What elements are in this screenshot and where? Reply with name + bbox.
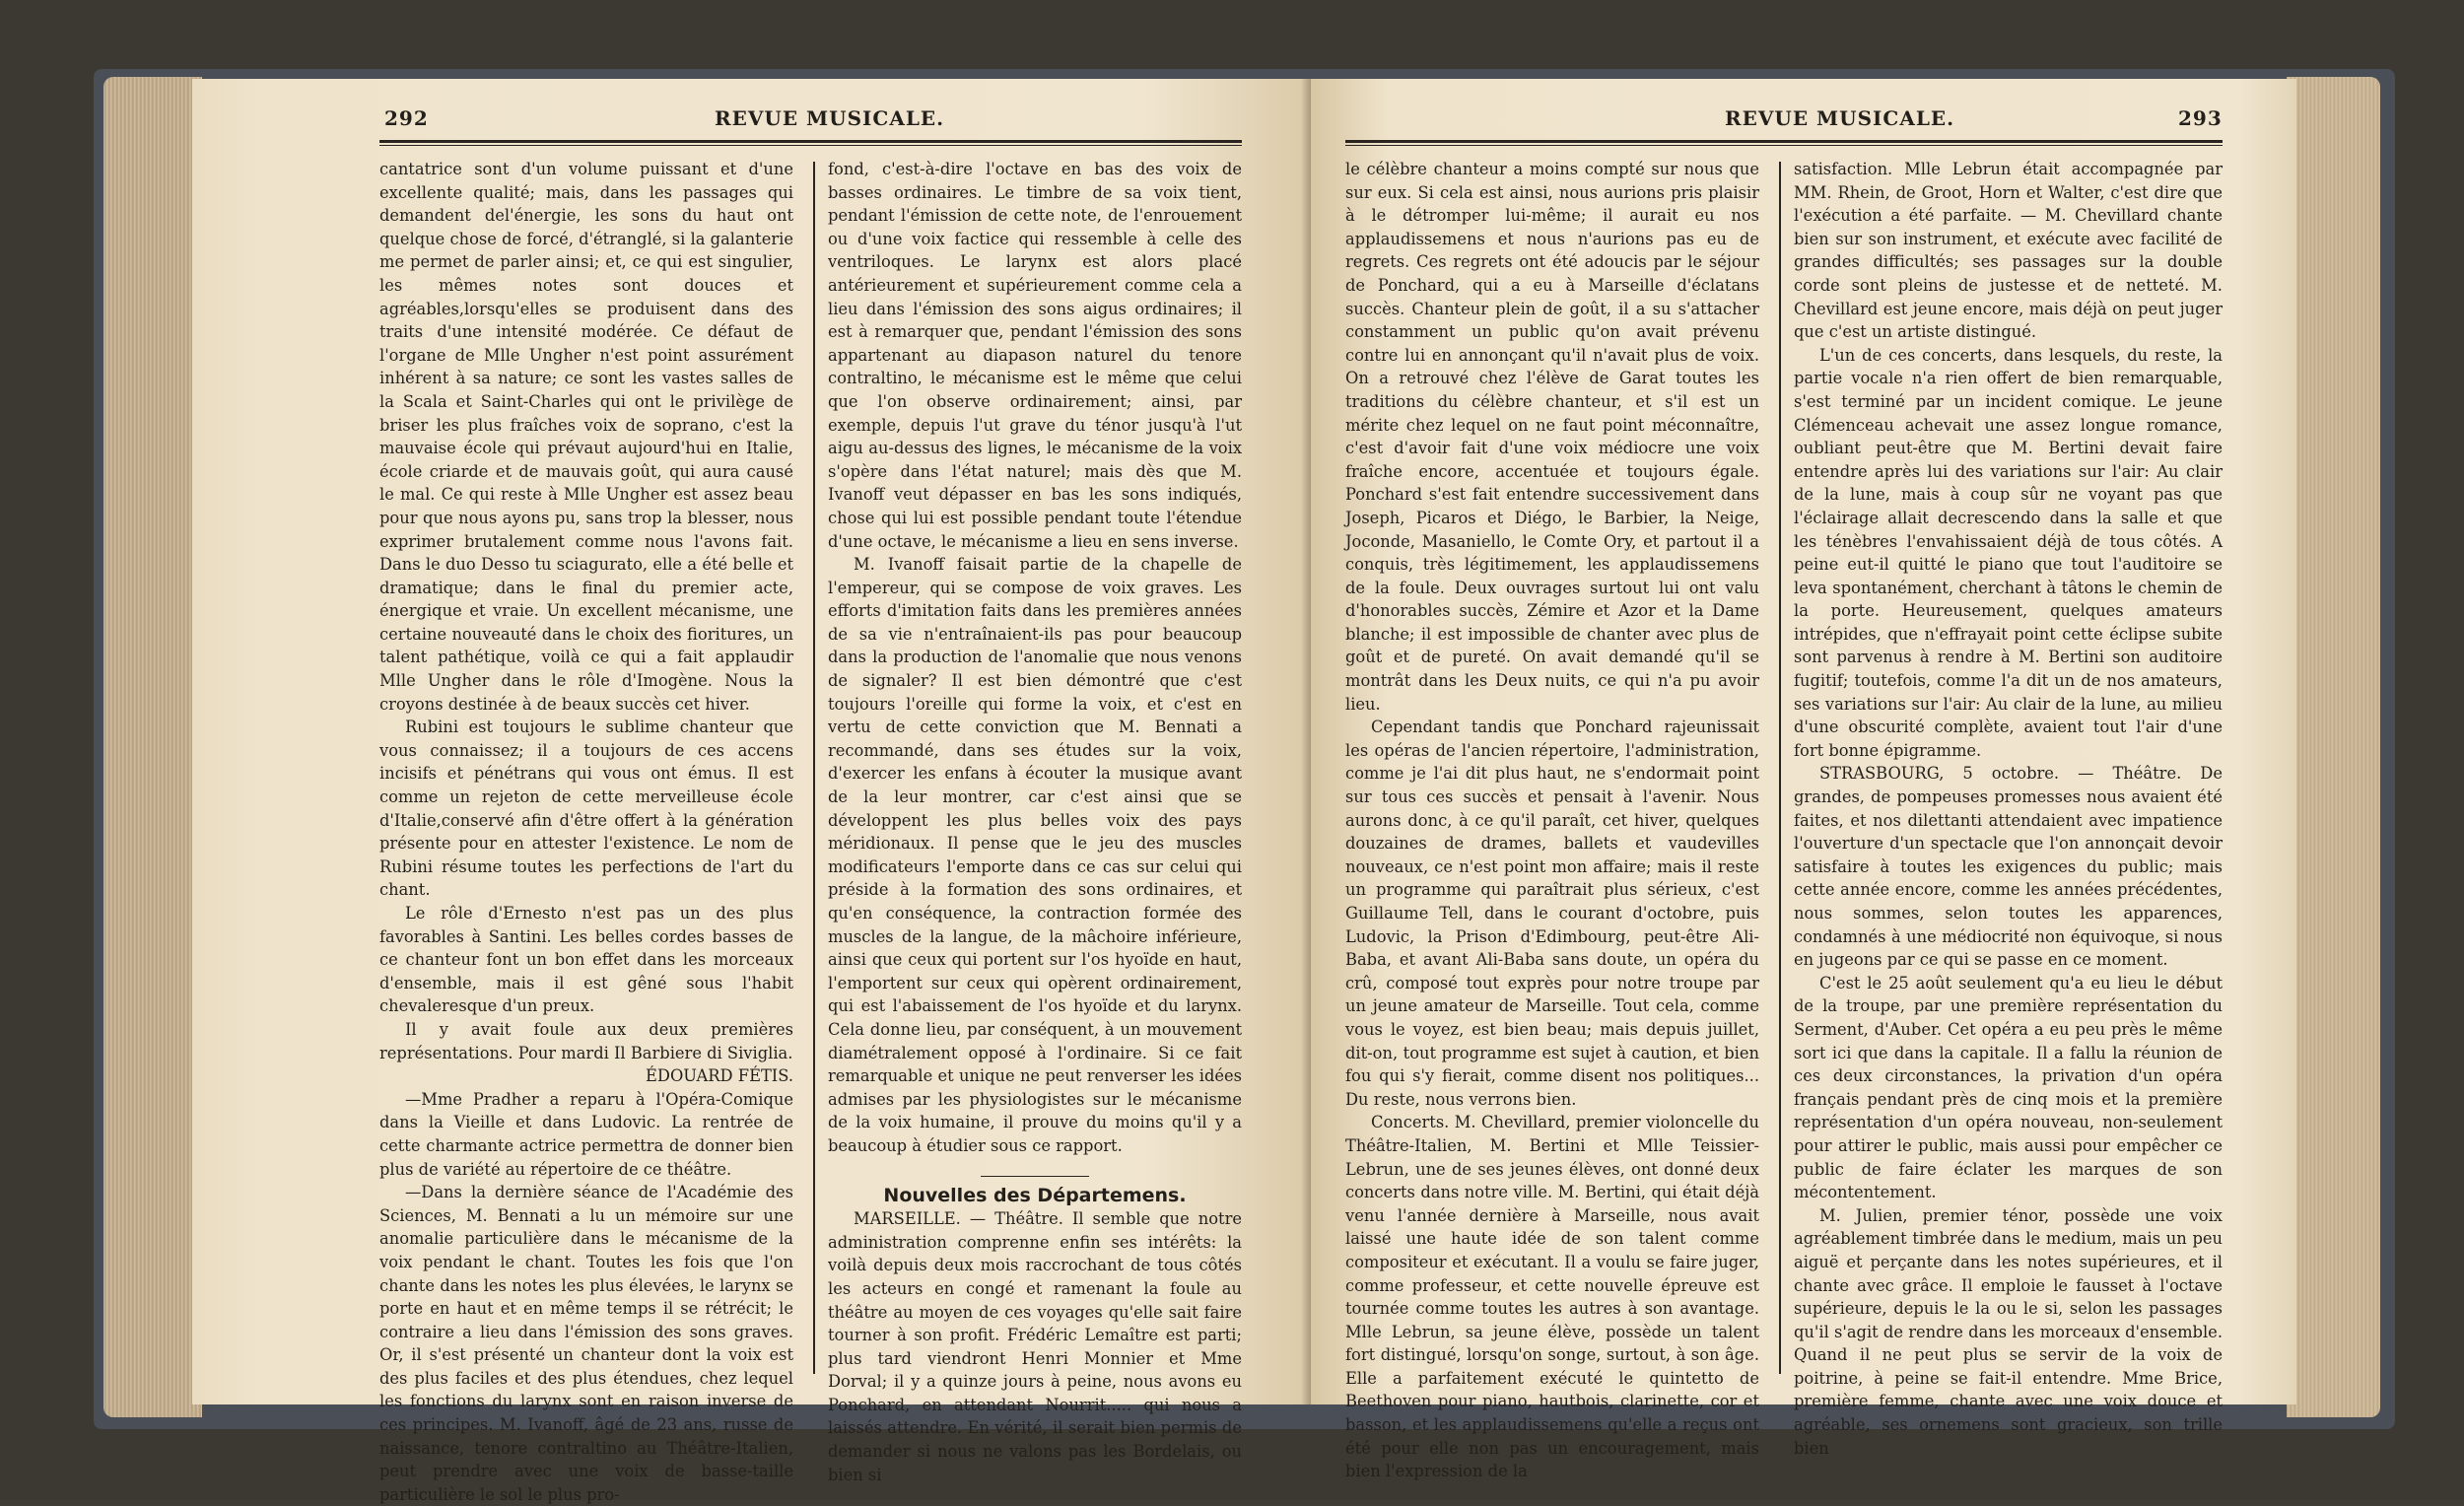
left-page (192, 79, 1311, 1504)
running-header: REVUE MUSICALE. (1725, 106, 1955, 130)
open-book (94, 69, 2395, 1504)
section-title: Nouvelles des Départemens. (883, 1184, 1187, 1206)
paragraph: MARSEILLE. — Théâtre. Il semble que notre administration comprenne enfin ses intérêts: la voilà depuis deux mois raccrochant de tous côtés les acteurs en congé et ramenant la foule au théâtre au moyen de ces voyages qu'elle sait faire tourner à son profit. Frédéric Lemaître est parti; plus tard viendront Henri Monnier et Mme Dorval; il y a quinze jours à peine, nous avons eu Ponchard, en attendant Nourrit..... qui nous a laissés attendre. En vérité, il serait bien permis de demander si nous ne valons pas les Bordelais, ou bien si (828, 1209, 1242, 1484)
page-edges-right (2287, 77, 2380, 1417)
paragraph: C'est le 25 août seulement qu'a eu lieu le début de la troupe, par une première représentation du Serment, d'Auber. Cet opéra a eu peu près le même sort ici que dans la capitale. Il a fallu la réunion de ces deux circonstances, la privation d'un opéra français pendant près de cinq mois et la première représentation d'un opéra nouveau, non-seulement pour attirer le public, mais aussi pour empêcher ce public de faire éclater les marques de son mécontentement. (1794, 973, 2223, 1202)
right-column-2 (1794, 158, 2223, 1460)
paragraph: fond, c'est-à-dire l'octave en bas des voix de basses ordinaires. Le timbre de sa voix tient, pendant l'émission de cette note, de l'enrouement ou d'une voix factice qui ressemble à celle des ventriloques. Le larynx est alors placé antérieurement et supérieurement comme cela a lieu dans l'émission des sons aigus ordinaires; il est à remarquer que, pendant l'émission des sons appartenant au diapason naturel du tenore contraltino, le mécanisme est le même que celui que l'on observe ordinairement; ainsi, par exemple, depuis l'ut grave du ténor jusqu'à l'ut aigu au-dessus des lignes, le mécanisme de la voix s'opère dans l'état naturel; mais dès que M. Ivanoff veut dépasser en bas les sons indiqués, chose qui lui est possible pendant toute l'étendue d'une octave, le mécanisme a lieu en sens inverse. (828, 160, 1242, 551)
column-divider (1779, 162, 1781, 1374)
left-column-2 (828, 158, 1242, 1486)
paragraph: —Mme Pradher a reparu à l'Opéra-Comique dans la Vieille et dans Ludovic. La rentrée de cette charmante actrice permettra de donner bien plus de variété au répertoire de ce théâtre. (379, 1089, 793, 1179)
column-divider (813, 162, 815, 1374)
page-edges-left (103, 77, 202, 1417)
paragraph: Rubini est toujours le sublime chanteur que vous connaissez; il a toujours de ces accens incisifs et pénétrans qui vous ont émus. Il est comme un rejeton de cette merveilleuse école d'Italie,conservé afin d'être offert à la génération présente pour en attester l'existence. Le nom de Rubini résume toutes les perfections de l'art du chant. (379, 718, 793, 900)
section-separator (981, 1176, 1089, 1177)
paragraph: cantatrice sont d'un volume puissant et d'une excellente qualité; mais, dans les passages qui demandent del'énergie, les sons du haut ont quelque chose de forcé, d'étranglé, si la galanterie me permet de parler ainsi; et, ce qui est singulier, les mêmes notes sont douces et agréables,lorsqu'elles se produisent dans des traits d'une intensité modérée. Ce défaut de l'organe de Mlle Ungher n'est point assurément inhérent à sa nature; ce sont les vastes salles de la Scala et Saint-Charles qui ont le privilège de briser les plus fraîches voix de soprano, c'est la mauvaise école qui prévaut aujourd'hui en Italie, école criarde et de mauvais goût, qui aura causé le mal. Ce qui reste à Mlle Ungher est assez beau pour que nous ayons pu, sans trop la blesser, nous exprimer brutalement comme nous l'avons fait. Dans le duo Desso tu sciagurato, elle a été belle et dramatique; dans le final du premier acte, énergique et vraie. Un excellent mécanisme, une certaine nouveauté dans le choix des fioritures, un talent pathétique, voilà ce qui a fait applaudir Mlle Ungher dans le rôle d'Imogène. Nous la croyons destinée à de beaux succès cet hiver. (379, 160, 793, 714)
running-header: REVUE MUSICALE. (715, 106, 945, 130)
paragraph: le célèbre chanteur a moins compté sur nous que sur eux. Si cela est ainsi, nous aurions pris plaisir à le détromper lui-même; il aurait eu nos applaudissemens et nous n'aurions pas eu de regrets. Ces regrets ont été adoucis par le séjour de Ponchard, qui a eu à Marseille d'éclatans succès. Chanteur plein de goût, il a su s'attacher constamment un public qu'on avait prévenu contre lui en annonçant qu'il n'avait plus de voix. On a retrouvé chez l'élève de Garat toutes les traditions du célèbre chanteur, et s'il est un mérite chez lequel on ne faut point méconnaître, c'est d'avoir fait d'une voix médiocre une voix fraîche encore, accentuée et toujours égale. Ponchard s'est fait entendre successivement dans Joseph, Picaros et Diégo, le Barbier, la Neige, Joconde, Masaniello, le Comte Ory, et partout il a conquis, très légitimement, les applaudissemens de la foule. Deux ouvrages surtout lui ont valu d'honorables succès, Zémire et Azor et la Dame blanche; il est impossible de chanter avec plus de goût et de pureté. On avait demandé qu'il se montrât dans les Deux nuits, ce qui n'a pu avoir lieu. (1345, 160, 1759, 714)
paragraph: —Dans la dernière séance de l'Académie des Sciences, M. Bennati a lu un mémoire sur une anomalie particulière dans le mécanisme de la voix pendant le chant. Toutes les fois que l'on chante dans les notes les plus élevées, le larynx se porte en haut et en même temps il se rétrécit; le contraire a lieu dans l'émission des sons graves. Or, il s'est présenté un chanteur dont la voix est des plus faciles et des plus étendues, chez lequel les fonctions du larynx sont en raison inverse de ces principes. M. Ivanoff, âgé de 23 ans, russe de naissance, tenore contraltino au Théâtre-Italien, peut prendre avec une voix de basse-taille particulière le sol le plus pro- (379, 1183, 793, 1504)
paragraph: STRASBOURG, 5 octobre. — Théâtre. De grandes, de pompeuses promesses nous avaient été faites, et nos dilettanti attendaient avec impatience l'ouverture d'un spectacle que l'on annonçait devoir satisfaire à toutes les exigences du public; mais cette année encore, comme les années précédentes, nous sommes, selon toutes les apparences, condamnés à une médiocrité non équivoque, si nous en jugeons par ce qui se passe en ce moment. (1794, 764, 2223, 970)
header-rule (1345, 140, 2223, 146)
signature: ÉDOUARD FÉTIS. (646, 1066, 793, 1086)
paragraph: satisfaction. Mlle Lebrun était accompagnée par MM. Rhein, de Groot, Horn et Walter, c'est dire que l'exécution a été parfaite. — M. Chevillard chante bien sur son instrument, et exécute avec facilité de grandes difficultés; ses passages sur la double corde sont pleins de justesse et de netteté. M. Chevillard est jeune encore, mais déjà on peut juger que c'est un artiste distingué. (1794, 160, 2223, 342)
paragraph: Cependant tandis que Ponchard rajeunissait les opéras de l'ancien répertoire, l'administration, comme je l'ai dit plus haut, ne s'endormait point sur tous ces succès et pensait à l'avenir. Nous aurons donc, à ce qu'il paraît, cet hiver, quelques douzaines de drames, ballets et vaudevilles nouveaux, ce n'est point mon affaire; mais il reste un programme qui paraîtrait plus sérieux, c'est Guillaume Tell, dans le courant d'octobre, puis Ludovic, la Prison d'Edimbourg, peut-être Ali-Baba, et avant Ali-Baba sans doute, un opéra du crû, composé tout exprès pour notre troupe par un jeune amateur de Marseille. Tout cela, comme vous le voyez, est bien beau; mais depuis juillet, dit-on, tout programme est sujet à caution, et bien fou qui s'y fierait, comme disent nos politiques... Du reste, nous verrons bien. (1345, 718, 1759, 1109)
paragraph: M. Julien, premier ténor, possède une voix agréablement timbrée dans le medium, mais un peu aiguë et perçante dans les notes supérieures, et il chante avec grâce. Il emploie le fausset à l'octave supérieure, depuis le la ou le si, selon les passages qu'il s'agit de rendre dans les morceaux d'ensemble. Quand il ne peut plus se servir de la voix de poitrine, à peine se fait-il entendre. Mme Brice, première femme, chante avec une voix douce et agréable, ses ornemens sont gracieux, son trille bien (1794, 1205, 2223, 1458)
paragraph: Le rôle d'Ernesto n'est pas un des plus favorables à Santini. Les belles cordes basses de ce chanteur font un bon effet dans les morceaux d'ensemble, mais il est gêné sous l'habit chevaleresque d'un preux. (379, 904, 793, 1016)
right-column-1 (1345, 158, 1759, 1483)
paragraph: Concerts. M. Chevillard, premier violoncelle du Théâtre-Italien, M. Bertini et Mlle Teissier-Lebrun, une de ses jeunes élèves, ont donné deux concerts dans notre ville. M. Bertini, qui était déjà venu l'année dernière à Marseille, nous avait laissé une haute idée de son talent comme compositeur et exécutant. Il a voulu se faire juger, comme professeur, et cette nouvelle épreuve est tournée comme toutes les autres à son avantage. Mlle Lebrun, sa jeune élève, possède un talent fort distingué, lorsqu'on songe, surtout, à son âge. Elle a parfaitement exécuté le quintetto de Beethoven pour piano, hautbois, clarinette, cor et basson, et les applaudissemens qu'elle a reçus ont été pour elle non pas un encouragement, mais bien l'expression de la (1345, 1113, 1759, 1481)
paragraph: Il y avait foule aux deux premières représentations. Pour mardi Il Barbiere di Siviglia. (379, 1019, 793, 1062)
left-column-1 (379, 158, 793, 1506)
paragraph: M. Ivanoff faisait partie de la chapelle de l'empereur, qui se compose de voix graves. Les efforts d'imitation faits dans les premières années de sa vie n'entraînaient-ils pas pour beaucoup dans la production de l'anomalie que nous venons de signaler? Il est bien démontré que c'est toujours l'oreille qui forme la voix, et c'est en vertu de cette conviction que M. Bennati a recommandé, dans ses études sur la voix, d'exercer les enfans à écouter la musique avant de la leur montrer, car c'est ainsi que se développent les plus belles voix des pays méridionaux. Il pense que le jeu des muscles modificateurs l'emporte dans ce cas sur celui qui préside à la formation des sons ordinaires, et qu'en conséquence, la contraction formée des muscles de la langue, de la mâchoire inférieure, ainsi que ceux qui portent sur l'os hyoïde en haut, l'emportent sur ceux qui opèrent ordinairement, qui est l'abaissement de l'os hyoïde et du larynx. Cela donne lieu, par conséquent, à un mouvement diamétralement opposé à l'ordinaire. Si ce fait remarquable et unique ne peut renverser les idées admises par les physiologistes sur le mécanisme de la voix humaine, il prouve du moins qu'il y a beaucoup à étudier sous ce rapport. (828, 555, 1242, 1155)
header-rule (379, 140, 1242, 146)
right-page (1311, 79, 2296, 1481)
page-number: 293 (2178, 106, 2223, 130)
page-number: 292 (384, 106, 429, 130)
paragraph: L'un de ces concerts, dans lesquels, du reste, la partie vocale n'a rien offert de bien remarquable, s'est terminé par un incident comique. Le jeune Clémenceau achevait une assez longue romance, oubliant peut-être que M. Bertini devait faire entendre après lui des variations sur l'air: Au clair de la lune, mais à coup sûr ne voyant pas que l'éclairage allait decrescendo dans la salle et que les ténèbres l'envahissaient déjà de tous côtés. A peine eut-il quitté le piano que tout l'auditoire se leva spontanément, cherchant à tâtons le chemin de la porte. Heureusement, quelques amateurs intrépides, que n'effrayait point cette éclipse subite sont parvenus à rendre à M. Bertini son auditoire fugitif; toutefois, comme l'a dit un de nos amateurs, ses variations sur l'air: Au clair de la lune, au milieu d'une obscurité complète, avaient tout l'air d'une fort bonne épigramme. (1794, 345, 2223, 760)
